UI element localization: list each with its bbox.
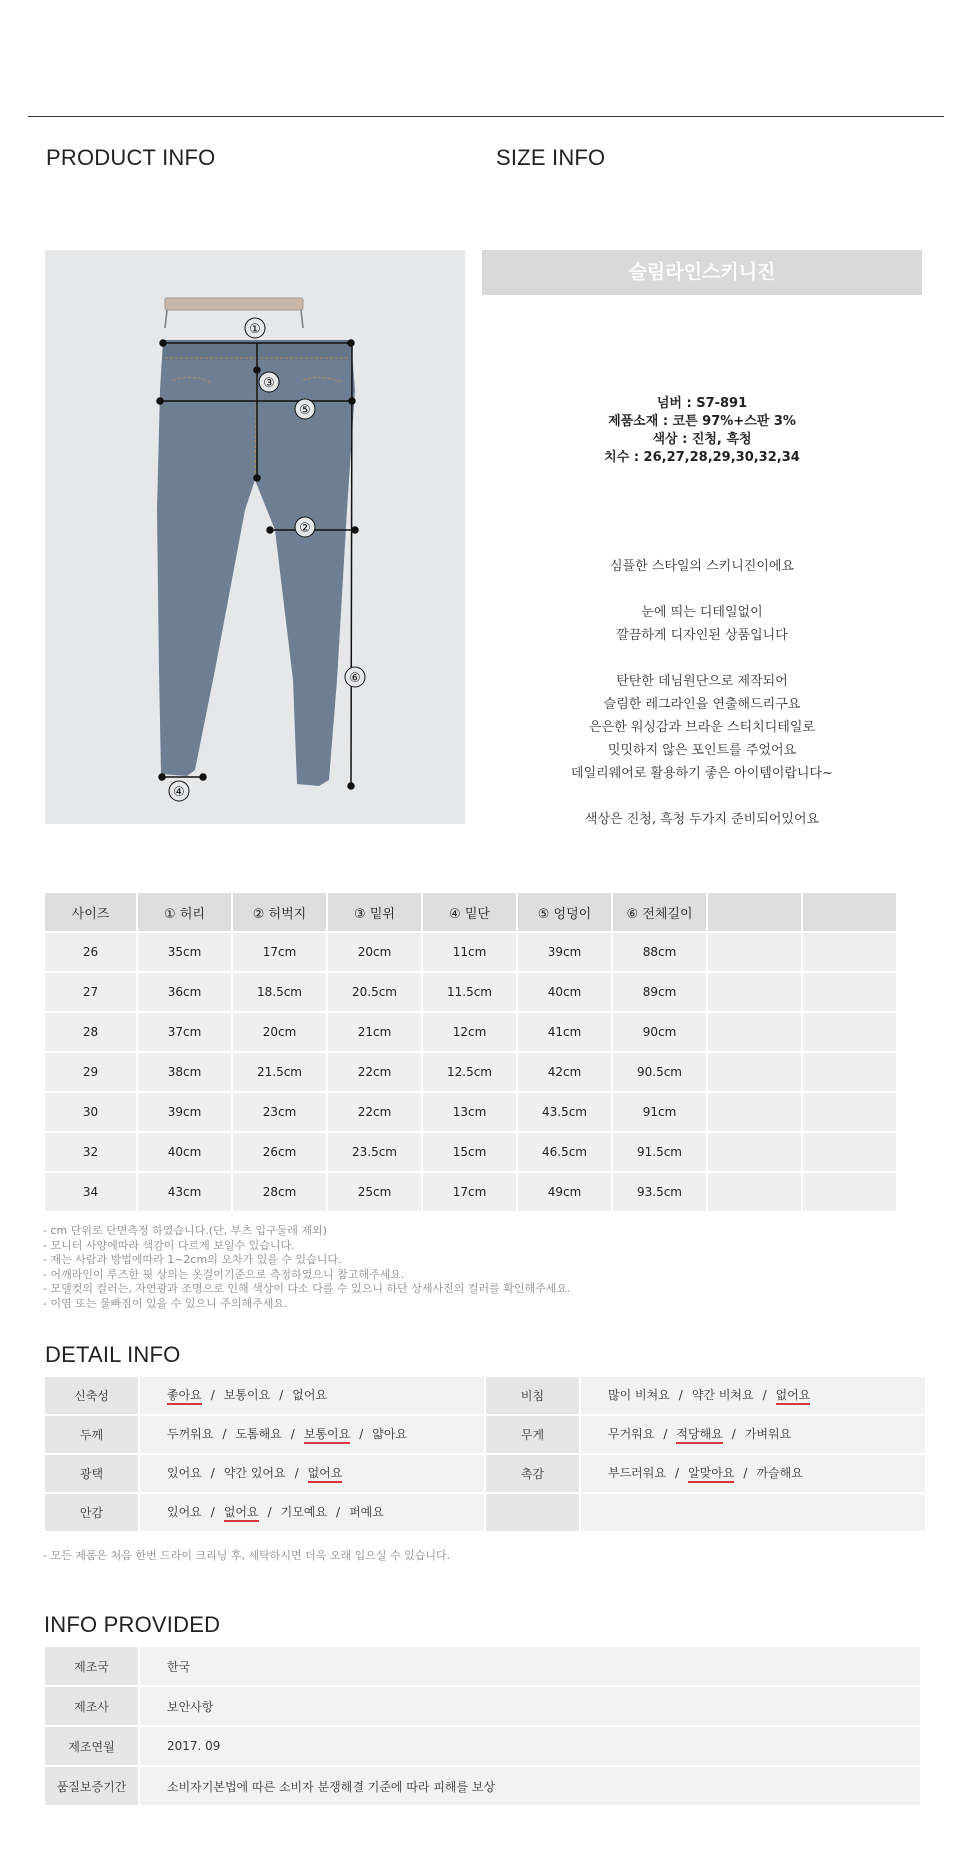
marker-5: ⑤: [299, 403, 311, 418]
top-divider: [28, 116, 944, 117]
size-cell: 29: [45, 1053, 136, 1091]
size-cell: 43cm: [138, 1173, 231, 1211]
size-cell: 91.5cm: [613, 1133, 706, 1171]
detail-label: 두께: [45, 1416, 138, 1453]
size-cell: 26cm: [233, 1133, 326, 1171]
option: 약간 비쳐요: [691, 1388, 754, 1402]
marker-4: ④: [173, 785, 185, 800]
option: 도톰해요: [235, 1427, 282, 1441]
size-cell: 18.5cm: [233, 973, 326, 1011]
detail-value: [140, 1377, 484, 1414]
size-cell: 20cm: [233, 1013, 326, 1051]
size-cell: [708, 933, 801, 971]
marker-3: ③: [263, 376, 275, 391]
product-info-heading: PRODUCT INFO: [46, 145, 216, 170]
size-cell: 21.5cm: [233, 1053, 326, 1091]
option-separator: /: [222, 1427, 227, 1441]
size-cell: 12cm: [423, 1013, 516, 1051]
size-cell: [708, 973, 801, 1011]
size-header-cell: [708, 893, 801, 931]
size-cell: 12.5cm: [423, 1053, 516, 1091]
size-cell: [708, 1093, 801, 1131]
size-cell: 21cm: [328, 1013, 421, 1051]
product-name-bar: 슬림라인스키니진: [482, 250, 922, 295]
size-cell: 11.5cm: [423, 973, 516, 1011]
option: 얇아요: [372, 1427, 408, 1441]
option: 기모예요: [280, 1505, 328, 1519]
option-separator: /: [267, 1505, 272, 1519]
size-header-cell: ③ 밑위: [328, 893, 421, 931]
option-separator: /: [743, 1466, 748, 1480]
size-cell: 11cm: [423, 933, 516, 971]
size-cell: [803, 1093, 896, 1131]
option-separator: /: [731, 1427, 736, 1441]
size-note: - cm 단위로 단면측정 하였습니다.(단, 부츠 입구둘레 제외): [43, 1224, 327, 1237]
option: 있어요: [167, 1505, 202, 1519]
size-cell: 88cm: [613, 933, 706, 971]
option-separator: /: [210, 1388, 215, 1402]
size-header-cell: ② 허벅지: [233, 893, 326, 931]
selected-option: 알맞아요: [688, 1466, 734, 1483]
selected-option: 없어요: [308, 1466, 343, 1483]
option: 약간 있어요: [223, 1466, 286, 1480]
detail-note: - 모든 제품은 처음 한번 드라이 크리닝 후, 세탁하시면 더욱 오래 입으실 수 있습니다.: [43, 1549, 451, 1562]
size-cell: 25cm: [328, 1173, 421, 1211]
size-cell: 34: [45, 1173, 136, 1211]
size-cell: 38cm: [138, 1053, 231, 1091]
size-table-row: [45, 1093, 896, 1131]
size-cell: 17cm: [423, 1173, 516, 1211]
size-cell: 93.5cm: [613, 1173, 706, 1211]
product-description: [482, 555, 922, 831]
option: 보통이요: [223, 1388, 271, 1402]
detail-row: [45, 1377, 925, 1414]
size-cell: 42cm: [518, 1053, 611, 1091]
info-label: 제조사: [45, 1687, 138, 1725]
spec-sizes: 치수 : 26,27,28,29,30,32,34: [604, 450, 800, 465]
detail-row: [45, 1416, 925, 1453]
size-cell: [803, 933, 896, 971]
size-cell: 41cm: [518, 1013, 611, 1051]
size-cell: [803, 1133, 896, 1171]
size-header-cell: ⑤ 엉덩이: [518, 893, 611, 931]
desc-line: 밋밋하지 않은 포인트를 주었어요: [607, 743, 797, 758]
detail-value: [140, 1494, 484, 1531]
detail-value: [581, 1377, 925, 1414]
selected-option: 적당해요: [676, 1427, 722, 1444]
size-table-header: [45, 893, 896, 931]
info-label: 제조연월: [45, 1727, 138, 1765]
size-table-row: [45, 933, 896, 971]
size-cell: 15cm: [423, 1133, 516, 1171]
info-value: 한국: [140, 1647, 920, 1685]
size-cell: 27: [45, 973, 136, 1011]
size-cell: 22cm: [328, 1093, 421, 1131]
info-value: 소비자기본법에 따른 소비자 분쟁해결 기준에 따라 피해를 보상: [140, 1767, 920, 1805]
option-separator: /: [663, 1427, 668, 1441]
size-cell: 89cm: [613, 973, 706, 1011]
spec-material: 제품소재 : 코튼 97%+스판 3%: [608, 414, 796, 429]
product-specs: [482, 395, 922, 467]
size-cell: 20cm: [328, 933, 421, 971]
detail-label: 비침: [486, 1377, 579, 1414]
size-cell: 23cm: [233, 1093, 326, 1131]
desc-line: 깔끔하게 디자인된 상품입니다: [616, 628, 788, 643]
size-table-row: [45, 973, 896, 1011]
info-row: [45, 1727, 920, 1765]
size-cell: 39cm: [138, 1093, 231, 1131]
detail-table: [43, 1375, 927, 1533]
size-cell: [708, 1133, 801, 1171]
detail-value: [140, 1455, 484, 1492]
option-separator: /: [279, 1388, 284, 1402]
detail-info-heading: DETAIL INFO: [45, 1342, 181, 1367]
size-cell: 13cm: [423, 1093, 516, 1131]
info-value: 2017. 09: [140, 1727, 920, 1765]
size-cell: 91cm: [613, 1093, 706, 1131]
detail-value: [581, 1494, 925, 1531]
size-note: - 모델컷의 컬러는, 자연광과 조명으로 인해 색상이 다소 다를 수 있으니 하단 상세사진의 컬러를 확인해주세요.: [43, 1282, 571, 1295]
size-cell: [803, 973, 896, 1011]
detail-value: [581, 1416, 925, 1453]
size-header-cell: 사이즈: [45, 893, 136, 931]
desc-line: 색상은 진청, 흑청 두가지 준비되어있어요: [584, 812, 820, 827]
option-separator: /: [290, 1427, 295, 1441]
info-row: [45, 1767, 920, 1805]
detail-label: 안감: [45, 1494, 138, 1531]
size-cell: [803, 1053, 896, 1091]
option: 있어요: [167, 1466, 202, 1480]
size-cell: 36cm: [138, 973, 231, 1011]
detail-row: [45, 1494, 925, 1531]
option-separator: /: [359, 1427, 364, 1441]
size-cell: 40cm: [518, 973, 611, 1011]
detail-label: 무게: [486, 1416, 579, 1453]
desc-line: 탄탄한 데님원단으로 제작되어: [616, 674, 788, 689]
option: 가벼워요: [744, 1427, 792, 1441]
option: 퍼예요: [349, 1505, 384, 1519]
option: 까슬해요: [756, 1466, 803, 1480]
selected-option: 없어요: [776, 1388, 811, 1405]
size-cell: [708, 1053, 801, 1091]
size-notes: [43, 1224, 570, 1311]
marker-2: ②: [299, 521, 311, 536]
marker-1: ①: [249, 322, 261, 337]
option: 두꺼워요: [167, 1427, 214, 1441]
size-cell: 46.5cm: [518, 1133, 611, 1171]
size-table-row: [45, 1053, 896, 1091]
option-separator: /: [674, 1466, 680, 1480]
size-note: - 어깨라인이 루즈한 핏 상의는 옷걸이기준으로 측정하였으니 참고해주세요.: [43, 1267, 405, 1281]
detail-row: [45, 1455, 925, 1492]
size-note: - 재는 사람과 방법에따라 1~2cm의 오차가 있을 수 있습니다.: [43, 1253, 342, 1266]
option-separator: /: [210, 1466, 215, 1480]
size-cell: 90cm: [613, 1013, 706, 1051]
detail-value: [581, 1455, 925, 1492]
size-header-cell: [803, 893, 896, 931]
size-cell: 22cm: [328, 1053, 421, 1091]
option: 부드러워요: [608, 1466, 666, 1480]
info-label: 품질보증기간: [45, 1767, 138, 1805]
detail-value: [140, 1416, 484, 1453]
size-cell: 39cm: [518, 933, 611, 971]
size-header-cell: ⑥ 전체길이: [613, 893, 706, 931]
info-row: [45, 1687, 920, 1725]
size-cell: [708, 1013, 801, 1051]
spec-color: 색상 : 진청, 흑청: [652, 432, 752, 447]
size-cell: 49cm: [518, 1173, 611, 1211]
size-info-heading: SIZE INFO: [496, 145, 606, 170]
option-separator: /: [210, 1505, 215, 1519]
size-cell: 37cm: [138, 1013, 231, 1051]
size-table-row: [45, 1013, 896, 1051]
desc-line: 데일리웨어로 활용하기 좋은 아이템이랍니다~: [571, 766, 833, 781]
size-cell: 43.5cm: [518, 1093, 611, 1131]
info-provided-heading: INFO PROVIDED: [44, 1612, 221, 1637]
size-cell: 23.5cm: [328, 1133, 421, 1171]
size-table: [43, 891, 898, 1213]
detail-label: [486, 1494, 579, 1531]
size-header-cell: ① 허리: [138, 893, 231, 931]
size-cell: 40cm: [138, 1133, 231, 1171]
marker-6: ⑥: [349, 671, 361, 686]
option: 무거워요: [608, 1427, 655, 1441]
info-label: 제조국: [45, 1647, 138, 1685]
desc-line: 은은한 워싱감과 브라운 스티치디테일로: [589, 720, 815, 735]
selected-option: 좋아요: [167, 1388, 202, 1405]
selected-option: 보통이요: [304, 1427, 350, 1444]
size-table-row: [45, 1133, 896, 1171]
product-image: [45, 250, 465, 824]
option-separator: /: [336, 1505, 341, 1519]
spec-number: 넘버 : S7-891: [656, 396, 748, 411]
info-value: 보안사항: [140, 1687, 920, 1725]
size-cell: 90.5cm: [613, 1053, 706, 1091]
size-cell: [803, 1013, 896, 1051]
size-cell: [708, 1173, 801, 1211]
detail-label: 신축성: [45, 1377, 138, 1414]
size-cell: 30: [45, 1093, 136, 1131]
option-separator: /: [678, 1388, 683, 1402]
size-note: - 이염 또는 물빠짐이 있을 수 있으니 주의해주세요.: [43, 1296, 288, 1310]
info-provided-table: [43, 1645, 922, 1807]
desc-line: 눈에 띄는 디테일없이: [641, 605, 763, 620]
option: 없어요: [292, 1388, 328, 1402]
size-cell: 32: [45, 1133, 136, 1171]
size-header-cell: ④ 밑단: [423, 893, 516, 931]
selected-option: 없어요: [224, 1505, 259, 1522]
size-note: - 모니터 사양에따라 색감이 다르게 보일수 있습니다.: [43, 1238, 295, 1252]
size-cell: 26: [45, 933, 136, 971]
size-cell: 28: [45, 1013, 136, 1051]
size-cell: [803, 1173, 896, 1211]
size-cell: 28cm: [233, 1173, 326, 1211]
info-row: [45, 1647, 920, 1685]
size-table-row: [45, 1173, 896, 1211]
option: 많이 비쳐요: [608, 1388, 670, 1402]
desc-line: 심플한 스타일의 스키니진이에요: [609, 559, 795, 574]
desc-line: 슬림한 레그라인을 연출해드리구요: [603, 697, 801, 712]
option-separator: /: [762, 1388, 767, 1402]
option-separator: /: [294, 1466, 299, 1480]
size-cell: 20.5cm: [328, 973, 421, 1011]
detail-label: 광택: [45, 1455, 138, 1492]
size-cell: 17cm: [233, 933, 326, 971]
size-cell: 35cm: [138, 933, 231, 971]
detail-label: 촉감: [486, 1455, 579, 1492]
